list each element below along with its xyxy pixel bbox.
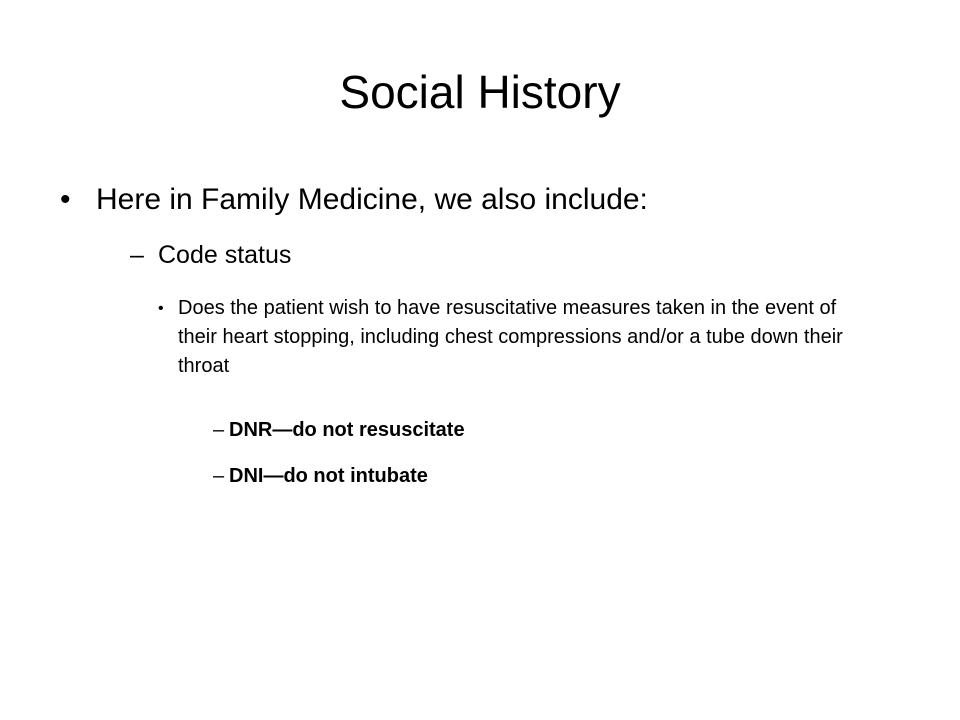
bullet-level3-text: Does the patient wish to have resuscitative measures taken in the event of their heart stopping, including chest compressions and/or a tube down their throat (178, 297, 843, 377)
bullet-level3 (158, 294, 858, 381)
bullet-marker: • (60, 183, 71, 216)
bullet-level4-text: DNI—do not intubate (229, 465, 428, 487)
bullet-level1 (60, 180, 648, 220)
slide-title: Social History (339, 66, 621, 118)
bullet-level4-text: DNR—do not resuscitate (229, 419, 465, 441)
bullet-level4-dnr (213, 416, 465, 444)
bullet-level2-text: Code status (158, 241, 292, 269)
dash-marker: – (213, 465, 225, 487)
bullet-level2 (130, 238, 291, 272)
bullet-marker: • (158, 300, 164, 317)
dash-marker: – (130, 241, 144, 269)
bullet-level1-text: Here in Family Medicine, we also include: (96, 183, 648, 216)
dash-marker: – (213, 419, 225, 441)
bullet-level4-dni (213, 462, 428, 490)
